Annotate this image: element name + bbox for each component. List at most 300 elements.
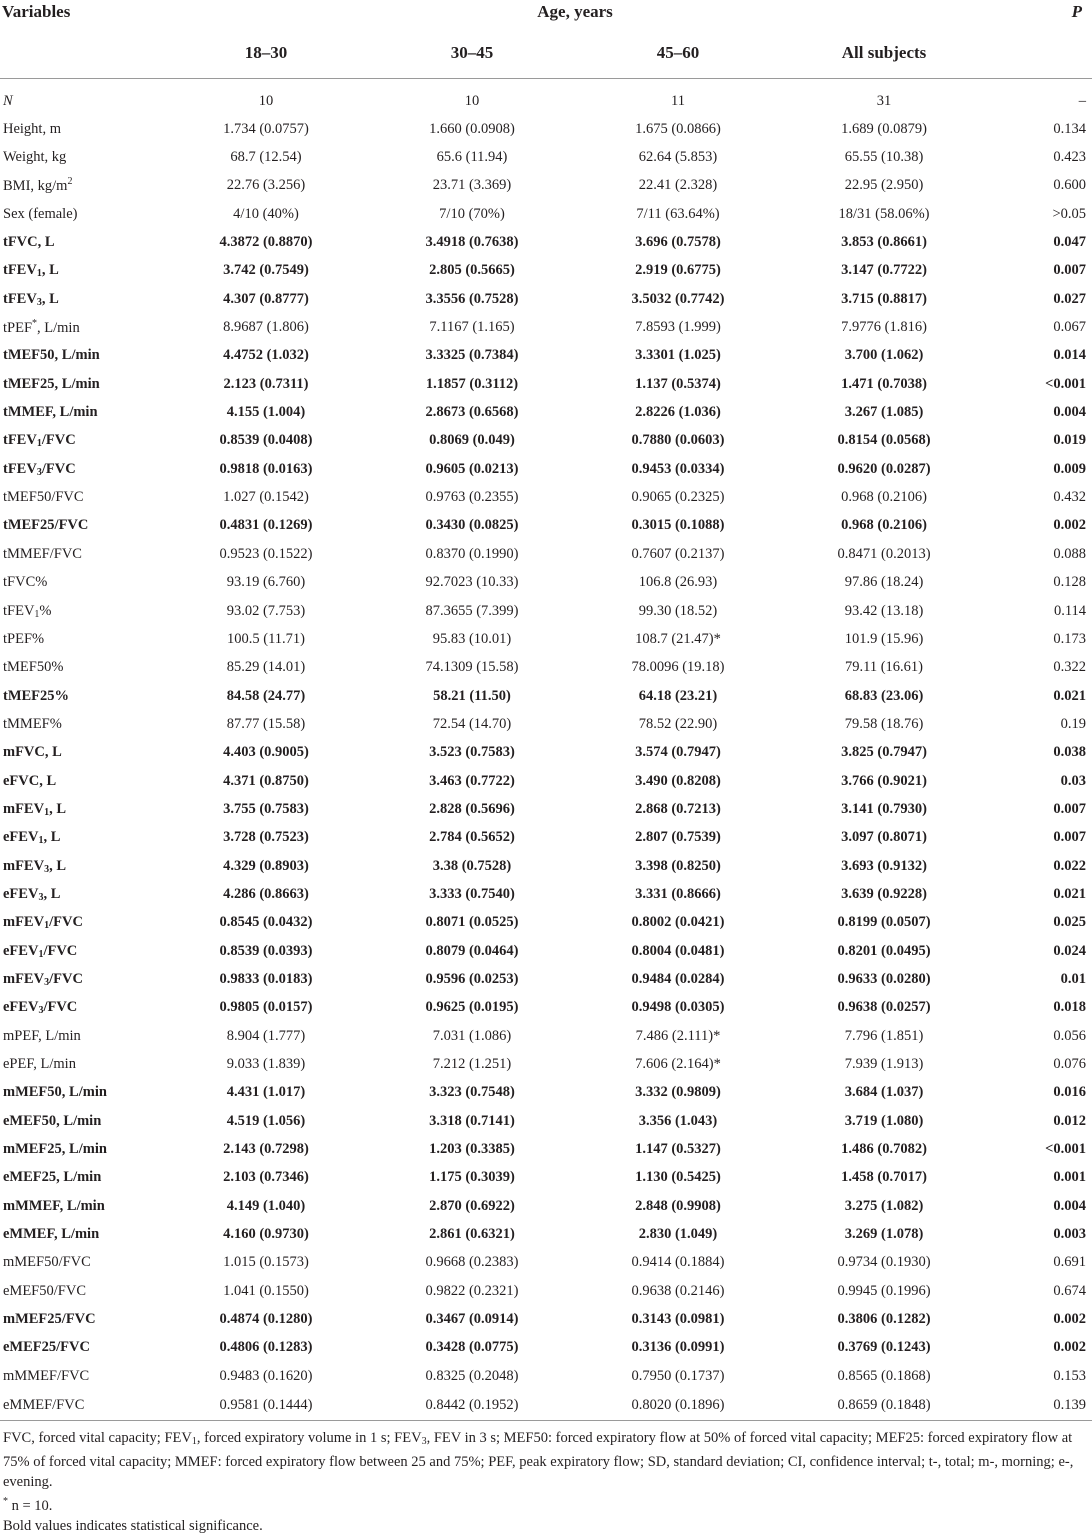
value-cell: 2.868 (0.7213): [635, 800, 721, 817]
value-cell: 3.742 (0.7549): [223, 262, 309, 279]
value-cell: 99.30 (18.52): [638, 602, 718, 619]
p-value-cell: 0.674: [1053, 1282, 1087, 1299]
value-cell: 0.8199 (0.0507): [837, 914, 931, 931]
value-cell: 22.76 (3.256): [226, 177, 306, 194]
value-cell: 3.719 (1.080): [844, 1112, 924, 1129]
value-cell: 0.9581 (0.1444): [163, 1390, 369, 1421]
table-row: [0, 1334, 1092, 1362]
variable-cell: Height, m: [3, 120, 61, 137]
value-cell: 3.141 (0.7930): [841, 800, 927, 817]
value-cell: 1.486 (0.7082): [841, 1141, 927, 1158]
table-row: [0, 313, 1092, 341]
variable-cell: tMEF50/FVC: [3, 489, 84, 506]
table-row: [0, 1079, 1092, 1107]
value-cell: 0.9453 (0.0334): [631, 460, 725, 477]
variable-cell: mFEV$_3$/FVC: [3, 970, 83, 988]
value-cell: 2.861 (0.6321): [429, 1226, 515, 1243]
table-row: [0, 767, 1092, 795]
p-value-cell: 0.322: [1053, 659, 1087, 676]
value-cell: 7.8593 (1.999): [635, 319, 721, 336]
table-row: [0, 994, 1092, 1022]
variable-cell: tFEV$_1$, L: [3, 262, 59, 280]
value-cell: 2.805 (0.5665): [429, 262, 515, 279]
variable-cell: mMEF50, L/min: [3, 1084, 107, 1101]
variable-cell: mMEF25/FVC: [3, 1311, 96, 1328]
value-cell: 11: [671, 92, 685, 109]
value-cell: 0.9818 (0.0163): [219, 460, 313, 477]
value-cell: 31: [876, 92, 892, 109]
value-cell: 4.307 (0.8777): [223, 290, 309, 307]
value-cell: 0.9805 (0.0157): [219, 999, 313, 1016]
value-cell: 3.684 (1.037): [844, 1084, 924, 1101]
variable-cell: tMMEF, L/min: [3, 404, 98, 421]
p-value-cell: 0.038: [1053, 744, 1087, 761]
value-cell: 0.8471 (0.2013): [837, 545, 931, 562]
value-cell: 0.8079 (0.0464): [425, 942, 519, 959]
value-cell: 3.523 (0.7583): [429, 744, 515, 761]
value-cell: 95.83 (10.01): [432, 630, 512, 647]
table-row: [0, 739, 1092, 767]
value-cell: 93.02 (7.753): [226, 602, 306, 619]
value-cell: 2.828 (0.5696): [429, 800, 515, 817]
value-cell: 23.71 (3.369): [432, 177, 512, 194]
variable-cell: eFEV$_1$/FVC: [3, 942, 78, 960]
value-cell: 0.9668 (0.2383): [425, 1254, 519, 1271]
table-row: [0, 427, 1092, 455]
p-value-cell: 0.047: [1053, 234, 1087, 251]
value-cell: 0.9734 (0.1930): [837, 1254, 931, 1271]
value-cell: 3.766 (0.9021): [841, 772, 927, 789]
value-cell: 0.7607 (0.2137): [631, 545, 725, 562]
variable-cell: mMEF25, L/min: [3, 1141, 107, 1158]
value-cell: 3.147 (0.7722): [841, 262, 927, 279]
table-row: [0, 1249, 1092, 1277]
value-cell: 3.275 (1.082): [844, 1197, 924, 1214]
value-cell: 4.3872 (0.8870): [219, 234, 313, 251]
variable-cell: mFVC, L: [3, 744, 62, 761]
p-value-cell: 0.002: [1053, 517, 1087, 534]
table-row: [0, 852, 1092, 880]
value-cell: 100.5 (11.71): [227, 630, 305, 647]
p-value-cell: 0.007: [1053, 829, 1087, 846]
value-cell: 0.8659 (0.1848): [781, 1390, 987, 1421]
variable-cell: N: [3, 92, 13, 109]
table-footnotes: [0, 1421, 1092, 1536]
value-cell: 64.18 (23.21): [638, 687, 718, 704]
table-row: [0, 1164, 1092, 1192]
p-value-cell: 0.432: [1053, 489, 1087, 506]
table-row: [0, 937, 1092, 965]
table-row: [0, 342, 1092, 370]
table-row: [0, 172, 1092, 200]
table-row: [0, 370, 1092, 398]
value-cell: 0.8004 (0.0481): [631, 942, 725, 959]
value-cell: 1.175 (0.3039): [429, 1169, 515, 1186]
value-cell: 1.041 (0.1550): [223, 1282, 309, 1299]
header-group-18-30: 18–30: [163, 30, 369, 79]
value-cell: 0.9596 (0.0253): [425, 970, 519, 987]
header-group-45-60: 45–60: [575, 30, 781, 79]
value-cell: 1.027 (0.1542): [223, 489, 309, 506]
value-cell: 0.9620 (0.0287): [837, 460, 931, 477]
variable-cell: tMMEF%: [3, 715, 62, 732]
header-spacer: [0, 30, 163, 79]
variable-cell: eFEV$_3$/FVC: [3, 999, 78, 1017]
value-cell: 2.103 (0.7346): [223, 1169, 309, 1186]
variable-cell: tFEV$_3$/FVC: [3, 460, 76, 478]
value-cell: 1.1857 (0.3112): [425, 375, 519, 392]
p-value-cell: 0.021: [1053, 885, 1087, 902]
value-cell: 2.784 (0.5652): [429, 829, 515, 846]
table-row: [0, 1135, 1092, 1163]
value-cell: 3.398 (0.8250): [635, 857, 721, 874]
p-value-cell: 0.114: [1053, 602, 1087, 619]
value-cell: 85.29 (14.01): [226, 659, 306, 676]
value-cell: 3.318 (0.7141): [429, 1112, 515, 1129]
value-cell: 1.203 (0.3385): [429, 1141, 515, 1158]
value-cell: 0.3769 (0.1243): [837, 1339, 931, 1356]
value-cell: 0.3428 (0.0775): [425, 1339, 519, 1356]
table-row: [0, 257, 1092, 285]
header-group-30-45: 30–45: [369, 30, 575, 79]
value-cell: 106.8 (26.93): [638, 574, 718, 591]
p-value-cell: 0.004: [1053, 1197, 1087, 1214]
value-cell: 0.8020 (0.1896): [575, 1390, 781, 1421]
header-variables: Variables: [2, 2, 71, 21]
table-row: [0, 200, 1092, 228]
value-cell: 0.3143 (0.0981): [631, 1311, 725, 1328]
value-cell: 4.329 (0.8903): [223, 857, 309, 874]
p-value-cell: <0.001: [1045, 375, 1087, 392]
value-cell: 3.5032 (0.7742): [631, 290, 725, 307]
variable-cell: ePEF, L/min: [3, 1056, 76, 1073]
value-cell: 4.160 (0.9730): [223, 1226, 309, 1243]
value-cell: 0.9625 (0.0195): [425, 999, 519, 1016]
value-cell: 7.212 (1.251): [432, 1056, 512, 1073]
p-value-cell: 0.173: [1053, 630, 1087, 647]
table-row: [0, 115, 1092, 143]
value-cell: 3.267 (1.085): [844, 404, 924, 421]
table-row: [0, 228, 1092, 256]
value-cell: 1.137 (0.5374): [635, 375, 721, 392]
table-row: [0, 143, 1092, 171]
abbreviations-note: FVC, forced vital capacity; $FEV_1$, forced expiratory volume in 1 s; $FEV_3$, FEV in 3 s; MEF50: forced expiratory flow at 50% of forced vital capacity; MEF25: forced expiratory flow at 75% of forced vital capacity; MMEF: forced expiratory flow between 25 and 75%; PEF, peak expiratory flow; SD, standard deviation; CI, confidence interval; t-, total; m-, morning; e-, evening.: [3, 1430, 1074, 1491]
value-cell: 108.7 (21.47)*: [635, 630, 721, 647]
value-cell: 4.431 (1.017): [226, 1084, 306, 1101]
value-cell: 7.486 (2.111)*: [635, 1027, 721, 1044]
value-cell: 3.490 (0.8208): [635, 772, 721, 789]
value-cell: 79.58 (18.76): [844, 715, 924, 732]
p-value-cell: 0.423: [1053, 149, 1087, 166]
value-cell: 3.3556 (0.7528): [425, 290, 519, 307]
table-row: [0, 540, 1092, 568]
value-cell: 3.639 (0.9228): [841, 885, 927, 902]
value-cell: 7.606 (2.164)*: [635, 1056, 721, 1073]
p-value-cell: 0.128: [1053, 574, 1087, 591]
value-cell: 0.9605 (0.0213): [425, 460, 519, 477]
variable-cell: tMEF25, L/min: [3, 375, 100, 392]
variable-cell: tFEV$_1$%: [3, 602, 52, 620]
p-value-cell: 0.004: [1053, 404, 1087, 421]
value-cell: 18/31 (58.06%): [838, 205, 930, 222]
value-cell: 3.825 (0.7947): [841, 744, 927, 761]
p-value-cell: 0.003: [1053, 1226, 1087, 1243]
value-cell: 3.097 (0.8071): [841, 829, 927, 846]
header-age-years: Age, years: [537, 2, 613, 21]
value-cell: 8.904 (1.777): [226, 1027, 306, 1044]
table-row: [0, 1022, 1092, 1050]
table-header: [0, 0, 1092, 79]
table-row: [0, 455, 1092, 483]
value-cell: 1.458 (0.7017): [841, 1169, 927, 1186]
p-value-cell: 0.007: [1053, 262, 1087, 279]
variable-cell: eMEF25/FVC: [3, 1339, 90, 1356]
value-cell: 1.689 (0.0879): [841, 120, 927, 137]
value-cell: 0.9414 (0.1884): [631, 1254, 725, 1271]
value-cell: 2.8673 (0.6568): [425, 404, 519, 421]
value-cell: 0.968 (0.2106): [841, 517, 927, 534]
value-cell: 68.83 (23.06): [844, 687, 924, 704]
p-value-cell: 0.024: [1053, 942, 1087, 959]
table-body: [0, 79, 1092, 1421]
variable-cell: tPEF*, L/min: [3, 318, 80, 336]
p-value-cell: 0.01: [1060, 970, 1087, 987]
p-value-cell: 0.067: [1053, 319, 1087, 336]
variable-cell: mFEV$_1$/FVC: [3, 914, 83, 932]
value-cell: 1.734 (0.0757): [223, 120, 309, 137]
value-cell: 3.574 (0.7947): [635, 744, 721, 761]
table-row: [0, 965, 1092, 993]
table-row: [0, 1305, 1092, 1333]
value-cell: 4.155 (1.004): [226, 404, 306, 421]
value-cell: 0.9498 (0.0305): [631, 999, 725, 1016]
variable-cell: tPEF%: [3, 630, 45, 647]
variable-cell: eMEF25, L/min: [3, 1169, 102, 1186]
value-cell: 2.123 (0.7311): [223, 375, 309, 392]
p-value-cell: 0.009: [1053, 460, 1087, 477]
value-cell: 87.77 (15.58): [226, 715, 306, 732]
value-cell: 0.7950 (0.1737): [631, 1367, 725, 1384]
variable-cell: mFEV$_3$, L: [3, 857, 67, 875]
value-cell: 9.033 (1.839): [226, 1056, 306, 1073]
value-cell: 65.6 (11.94): [436, 149, 508, 166]
value-cell: 0.9833 (0.0183): [219, 970, 313, 987]
table-row: [0, 483, 1092, 511]
value-cell: 0.3136 (0.0991): [631, 1339, 725, 1356]
p-value-cell: 0.027: [1053, 290, 1087, 307]
value-cell: 0.9065 (0.2325): [631, 489, 725, 506]
value-cell: 3.463 (0.7722): [429, 772, 515, 789]
value-cell: 7.1167 (1.165): [429, 319, 515, 336]
value-cell: 22.41 (2.328): [638, 177, 718, 194]
variable-cell: tMEF50%: [3, 659, 64, 676]
p-value-cell: 0.691: [1053, 1254, 1087, 1271]
variable-cell: eMMEF/FVC: [0, 1390, 163, 1421]
value-cell: 2.143 (0.7298): [223, 1141, 309, 1158]
value-cell: 3.4918 (0.7638): [425, 234, 519, 251]
value-cell: 4.519 (1.056): [226, 1112, 306, 1129]
value-cell: 1.130 (0.5425): [635, 1169, 721, 1186]
table-row: [0, 1362, 1092, 1390]
value-cell: 0.9822 (0.2321): [425, 1282, 519, 1299]
value-cell: 87.3655 (7.399): [425, 602, 519, 619]
variable-cell: eMEF50, L/min: [3, 1112, 102, 1129]
value-cell: 62.64 (5.853): [638, 149, 718, 166]
value-cell: 3.38 (0.7528): [432, 857, 512, 874]
variable-cell: mMMEF, L/min: [3, 1197, 105, 1214]
bold-values-note: Bold values indicates statistical significance.: [3, 1518, 263, 1535]
value-cell: 3.356 (1.043): [638, 1112, 718, 1129]
value-cell: 1.147 (0.5327): [635, 1141, 721, 1158]
table-row: [0, 1050, 1092, 1078]
value-cell: 7.796 (1.851): [844, 1027, 924, 1044]
value-cell: 0.8370 (0.1990): [425, 545, 519, 562]
value-cell: 97.86 (18.24): [844, 574, 924, 591]
value-cell: 0.7880 (0.0603): [631, 432, 725, 449]
value-cell: 0.8325 (0.2048): [425, 1367, 519, 1384]
value-cell: 8.9687 (1.806): [223, 319, 309, 336]
variable-cell: mFEV$_1$, L: [3, 800, 67, 818]
value-cell: 0.9638 (0.2146): [631, 1282, 725, 1299]
value-cell: 0.8539 (0.0393): [219, 942, 313, 959]
value-cell: 0.9763 (0.2355): [425, 489, 519, 506]
p-value-cell: 0.022: [1053, 857, 1087, 874]
table-row: [0, 824, 1092, 852]
p-value-cell: –: [1078, 92, 1087, 109]
value-cell: 1.660 (0.0908): [429, 120, 515, 137]
p-value-cell: 0.018: [1053, 999, 1087, 1016]
value-cell: 4.371 (0.8750): [223, 772, 309, 789]
value-cell: 93.19 (6.760): [226, 574, 306, 591]
value-cell: 3.323 (0.7548): [429, 1084, 515, 1101]
p-value-cell: 0.025: [1053, 914, 1087, 931]
p-value-cell: 0.056: [1053, 1027, 1087, 1044]
value-cell: 0.4874 (0.1280): [219, 1311, 313, 1328]
p-value-cell: 0.019: [1053, 432, 1087, 449]
table-row: [0, 1220, 1092, 1248]
p-value-cell: 0.600: [1053, 177, 1087, 194]
value-cell: 3.696 (0.7578): [635, 234, 721, 251]
p-value-cell: 0.088: [1053, 545, 1087, 562]
value-cell: 0.9633 (0.0280): [837, 970, 931, 987]
value-cell: 0.9945 (0.1996): [837, 1282, 931, 1299]
table-row: [0, 654, 1092, 682]
variable-cell: eFVC, L: [3, 772, 57, 789]
variable-cell: tFEV$_1$/FVC: [3, 432, 76, 450]
header-spacer: [987, 30, 1092, 79]
variable-cell: eFEV$_1$, L: [3, 829, 61, 847]
value-cell: 4.286 (0.8663): [223, 885, 309, 902]
p-value-cell: 0.012: [1053, 1112, 1087, 1129]
value-cell: 92.7023 (10.33): [425, 574, 519, 591]
value-cell: 0.9484 (0.0284): [631, 970, 725, 987]
p-value-cell: 0.076: [1053, 1056, 1087, 1073]
table-row: [0, 909, 1092, 937]
value-cell: 3.3325 (0.7384): [425, 347, 519, 364]
table-row: [0, 682, 1092, 710]
value-cell: 3.728 (0.7523): [223, 829, 309, 846]
value-cell: 2.8226 (1.036): [635, 404, 721, 421]
sample-size-note: * n = 10.: [3, 1496, 53, 1515]
value-cell: 0.3467 (0.0914): [425, 1311, 519, 1328]
value-cell: 1.015 (0.1573): [223, 1254, 309, 1271]
value-cell: 3.715 (0.8817): [841, 290, 927, 307]
p-value-cell: 0.014: [1053, 347, 1087, 364]
p-value-cell: 0.139: [987, 1390, 1092, 1421]
value-cell: 0.4806 (0.1283): [219, 1339, 313, 1356]
value-cell: 0.8069 (0.049): [429, 432, 515, 449]
variable-cell: Weight, kg: [3, 149, 67, 166]
p-value-cell: 0.03: [1060, 772, 1087, 789]
value-cell: 7/11 (63.64%): [636, 205, 720, 222]
variable-cell: mPEF, L/min: [3, 1027, 81, 1044]
value-cell: 0.4831 (0.1269): [219, 517, 313, 534]
header-group-all: All subjects: [781, 30, 987, 79]
variable-cell: tFVC%: [3, 574, 48, 591]
variable-cell: eMMEF, L/min: [3, 1226, 100, 1243]
value-cell: 3.693 (0.9132): [841, 857, 927, 874]
variable-cell: BMI, $kg/m^2$: [3, 176, 73, 195]
p-value-cell: 0.002: [1053, 1339, 1087, 1356]
table-row: [0, 625, 1092, 653]
value-cell: 0.9638 (0.0257): [837, 999, 931, 1016]
table-row: [0, 1390, 1092, 1421]
value-cell: 101.9 (15.96): [844, 630, 924, 647]
table-row: [0, 880, 1092, 908]
value-cell: 74.1309 (15.58): [425, 659, 519, 676]
value-cell: 0.8201 (0.0495): [837, 942, 931, 959]
value-cell: 78.52 (22.90): [638, 715, 718, 732]
value-cell: 7.031 (1.086): [432, 1027, 512, 1044]
p-value-cell: 0.153: [1053, 1367, 1087, 1384]
table-row: [0, 1277, 1092, 1305]
value-cell: 7.9776 (1.816): [841, 319, 927, 336]
value-cell: 10: [258, 92, 274, 109]
table-row: [0, 512, 1092, 540]
value-cell: 2.830 (1.049): [638, 1226, 718, 1243]
value-cell: 0.3430 (0.0825): [425, 517, 519, 534]
table-row: [0, 795, 1092, 823]
p-value-cell: 0.021: [1053, 687, 1087, 704]
value-cell: 0.968 (0.2106): [841, 489, 927, 506]
value-cell: 0.9483 (0.1620): [219, 1367, 313, 1384]
value-cell: 0.3015 (0.1088): [631, 517, 725, 534]
value-cell: 65.55 (10.38): [844, 149, 924, 166]
value-cell: 0.8071 (0.0525): [425, 914, 519, 931]
variable-cell: eFEV$_3$, L: [3, 885, 61, 903]
variable-cell: tFEV$_3$, L: [3, 290, 59, 308]
p-value-cell: 0.007: [1053, 800, 1087, 817]
p-value-cell: <0.001: [1045, 1141, 1087, 1158]
value-cell: 0.8442 (0.1952): [369, 1390, 575, 1421]
p-value-cell: 0.016: [1053, 1084, 1087, 1101]
value-cell: 22.95 (2.950): [844, 177, 924, 194]
value-cell: 0.8545 (0.0432): [219, 914, 313, 931]
header-p-value: P: [1071, 2, 1083, 21]
value-cell: 2.807 (0.7539): [635, 829, 721, 846]
table-row: [0, 569, 1092, 597]
value-cell: 4.149 (1.040): [226, 1197, 306, 1214]
value-cell: 72.54 (14.70): [432, 715, 512, 732]
variable-cell: tMMEF/FVC: [3, 545, 82, 562]
value-cell: 2.848 (0.9908): [635, 1197, 721, 1214]
value-cell: 2.870 (0.6922): [429, 1197, 515, 1214]
value-cell: 4/10 (40%): [233, 205, 299, 222]
table-row: [0, 398, 1092, 426]
value-cell: 3.700 (1.062): [844, 347, 924, 364]
p-value-cell: 0.001: [1053, 1169, 1087, 1186]
table-row: [0, 1192, 1092, 1220]
